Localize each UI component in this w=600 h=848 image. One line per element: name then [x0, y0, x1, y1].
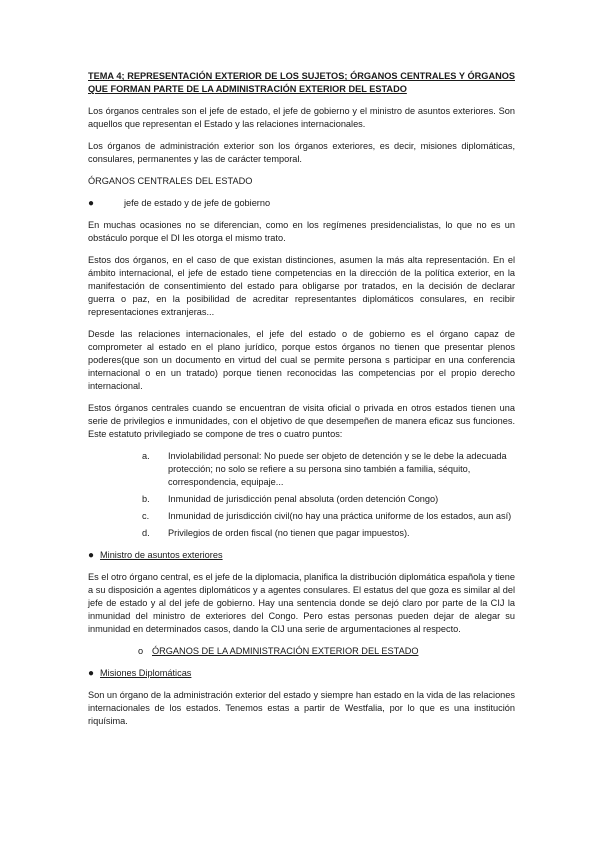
list-item [88, 450, 515, 489]
list-item-text: Inmunidad de jurisdicción civil(no hay una práctica uniforme de los estados, aun así) [168, 511, 512, 521]
privileges-list [88, 450, 515, 540]
list-marker: a. [142, 451, 150, 461]
bullet-misiones [88, 667, 515, 680]
bullet-jefe-estado [88, 197, 515, 210]
list-marker: b. [142, 494, 150, 504]
intro-paragraph-1: Los órganos centrales son el jefe de estado, el jefe de gobierno y el ministro de asuntos exteriores. Son aquellos que representan el Estado y las relaciones internacionales. [88, 106, 515, 129]
section2-paragraph: Es el otro órgano central, es el jefe de la diplomacia, planifica la distribución diplomática española y tiene a su disposición a agentes diplomáticos y a agentes consulares. El estatus del que goza es similar al del jefe de estado y al del jefe de gobierno. Hay una sentencia donde se dejó claro por parte de la CIJ la inmunidad del ministro de exteriores del Congo. Pero estas personas pueden dejar de alegar su inmunidad en determinados casos, dando la CIJ una serie de argumentaciones al respecto. [88, 572, 515, 634]
intro-paragraph-2: Los órganos de administración exterior son los órganos exteriores, es decir, misiones diplomáticas, consulares, permanentes y las de carácter temporal. [88, 141, 515, 164]
list-marker: c. [142, 511, 150, 521]
section1-paragraph-2: Estos dos órganos, en el caso de que existan distinciones, asumen la más alta representación. En el ámbito internacional, el jefe de estado tiene competencias en la dirección de la política exterior, en la manifestación de consentimiento del estado para obligarse por tratados, en la decisión de declarar guerra o paz, en la posibilidad de acreditar representantes diplomáticos consulares, en recibir representaciones extranjeras... [88, 255, 515, 317]
section1-paragraph-4: Estos órganos centrales cuando se encuentran de visita oficial o privada en otros estados tienen una serie de privilegios e inmunidades, con el objetivo de que desempeñen de manera eficaz sus funciones. Este estatuto privilegiado se compone de tres o cuatro puntos: [88, 403, 515, 439]
list-item [88, 527, 515, 540]
bullet-dot-icon: ● [88, 668, 95, 679]
list-item [88, 493, 515, 506]
section1-paragraph-1: En muchas ocasiones no se diferencian, como en los regímenes presidencialistas, lo que no es un obstáculo porque el DI les otorga el mismo trato. [88, 220, 515, 243]
document-title: TEMA 4; REPRESENTACIÓN EXTERIOR DE LOS SUJETOS; ÓRGANOS CENTRALES Y ÓRGANOS QUE FORMAN PARTE DE LA ADMINISTRACIÓN EXTERIOR DEL ESTADO [88, 71, 515, 94]
bullet-label: Ministro de asuntos exteriores [100, 550, 223, 560]
bullet-dot-icon: ● [88, 550, 95, 561]
section1-paragraph-3: Desde las relaciones internacionales, el jefe del estado o de gobierno es el órgano capaz de comprometer al estado en el plano jurídico, porque estos órganos no tienen que presentar plenos poderes(que son un documento en virtud del cual se permite persona s participar en una conferencia internacional o en un tratado) porque tienen reconocidas las competencias por el propio derecho internacional. [88, 329, 515, 391]
circle-marker-icon: o [138, 646, 144, 656]
bullet-dot-icon: ● [88, 198, 95, 209]
section-heading-text: ÓRGANOS DE LA ADMINISTRACIÓN EXTERIOR DEL ESTADO [152, 646, 419, 656]
list-item-text: Inviolabilidad personal: No puede ser objeto de detención y se le debe la adecuada protección; no solo se refiere a su persona sino también a familia, séquito, correspondencia, equipaje... [168, 451, 507, 487]
list-marker: d. [142, 528, 150, 538]
list-item-text: Privilegios de orden fiscal (no tienen que pagar impuestos). [168, 528, 410, 538]
list-item [88, 510, 515, 523]
bullet-label: Misiones Diplomáticas [100, 668, 192, 678]
section-heading-organos-centrales: ÓRGANOS CENTRALES DEL ESTADO [88, 176, 253, 186]
bullet-ministro [88, 549, 515, 562]
section-heading-administracion-exterior [88, 645, 515, 658]
section3-paragraph: Son un órgano de la administración exterior del estado y siempre han estado en la vida de las relaciones internacionales de los estados. Tenemos estas a partir de Westfalia, por lo que es una institución riquísima. [88, 690, 515, 726]
list-item-text: Inmunidad de jurisdicción penal absoluta (orden detención Congo) [168, 494, 439, 504]
bullet-label: jefe de estado y de jefe de gobierno [124, 198, 271, 208]
document-page [88, 70, 515, 737]
